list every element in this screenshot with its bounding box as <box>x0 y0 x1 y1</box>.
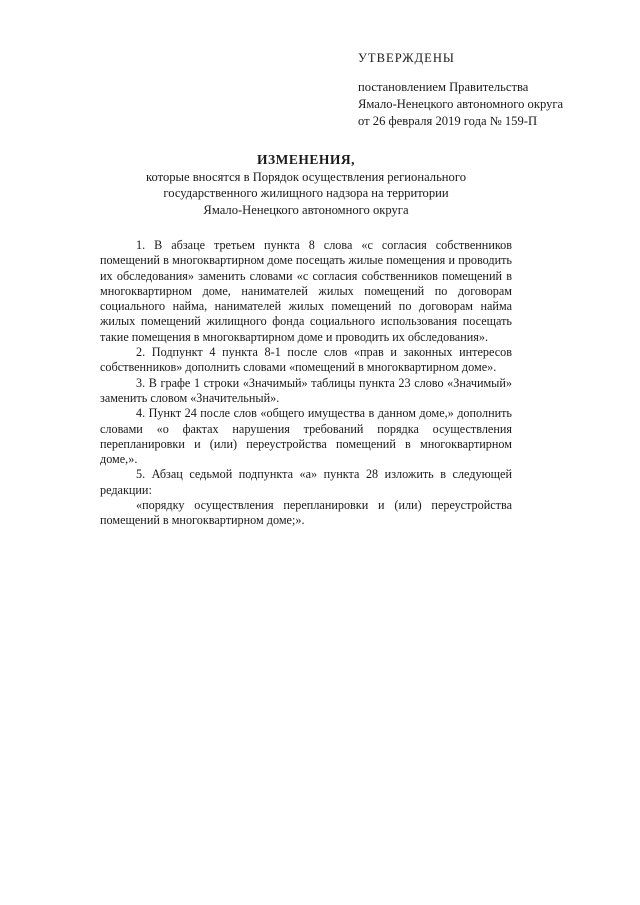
approval-line: постановлением Правительства <box>358 80 529 94</box>
title-line: Ямало-Ненецкого автономного округа <box>203 202 409 217</box>
paragraph-1: 1. В абзаце третьем пункта 8 слова «с согласия собственников помещений в многоквартирном доме посещать жилые помещения и проводить их обследования» заменить словами «с согласия собственников помещений в многоквартирном доме, нанимателей жилых помещений по договорам социального найма, нанимателей жилых помещений по договорам найма жилых помещений жилищного фонда социального использования посещать такие помещения в многоквартирном доме и проводить их обследования». <box>100 238 512 344</box>
paragraph-2: 2. Подпункт 4 пункта 8-1 после слов «прав и законных интересов собственников» дополнить словами «помещений в многоквартирном доме». <box>100 345 512 375</box>
approval-line: Ямало-Ненецкого автономного округа <box>358 97 564 111</box>
approval-stamp: УТВЕРЖДЕНЫ <box>358 51 455 65</box>
approval-line: от 26 февраля 2019 года № 159-П <box>358 114 538 128</box>
paragraph-5: 5. Абзац седьмой подпункта «а» пункта 28 изложить в следующей редакции: <box>100 467 512 497</box>
paragraph-4: 4. Пункт 24 после слов «общего имущества в данном доме,» дополнить словами «о фактах нарушения требований порядка осуществления перепланировки и (или) переустройства помещений в многоквартирном доме,». <box>100 406 512 467</box>
title-heading: ИЗМЕНЕНИЯ, <box>256 152 355 167</box>
title-line: которые вносятся в Порядок осуществления регионального <box>146 169 466 184</box>
approval-block <box>358 50 563 130</box>
title-line: государственного жилищного надзора на территории <box>163 186 449 200</box>
paragraph-3: 3. В графе 1 строки «Значимый» таблицы пункта 23 слово «Значимый» заменить словом «Значительный». <box>100 375 512 405</box>
document-body <box>100 238 512 529</box>
paragraph-5-quote: «порядку осуществления перепланировки и (или) переустройства помещений в многоквартирном доме;». <box>100 498 512 528</box>
document-title <box>100 152 512 218</box>
